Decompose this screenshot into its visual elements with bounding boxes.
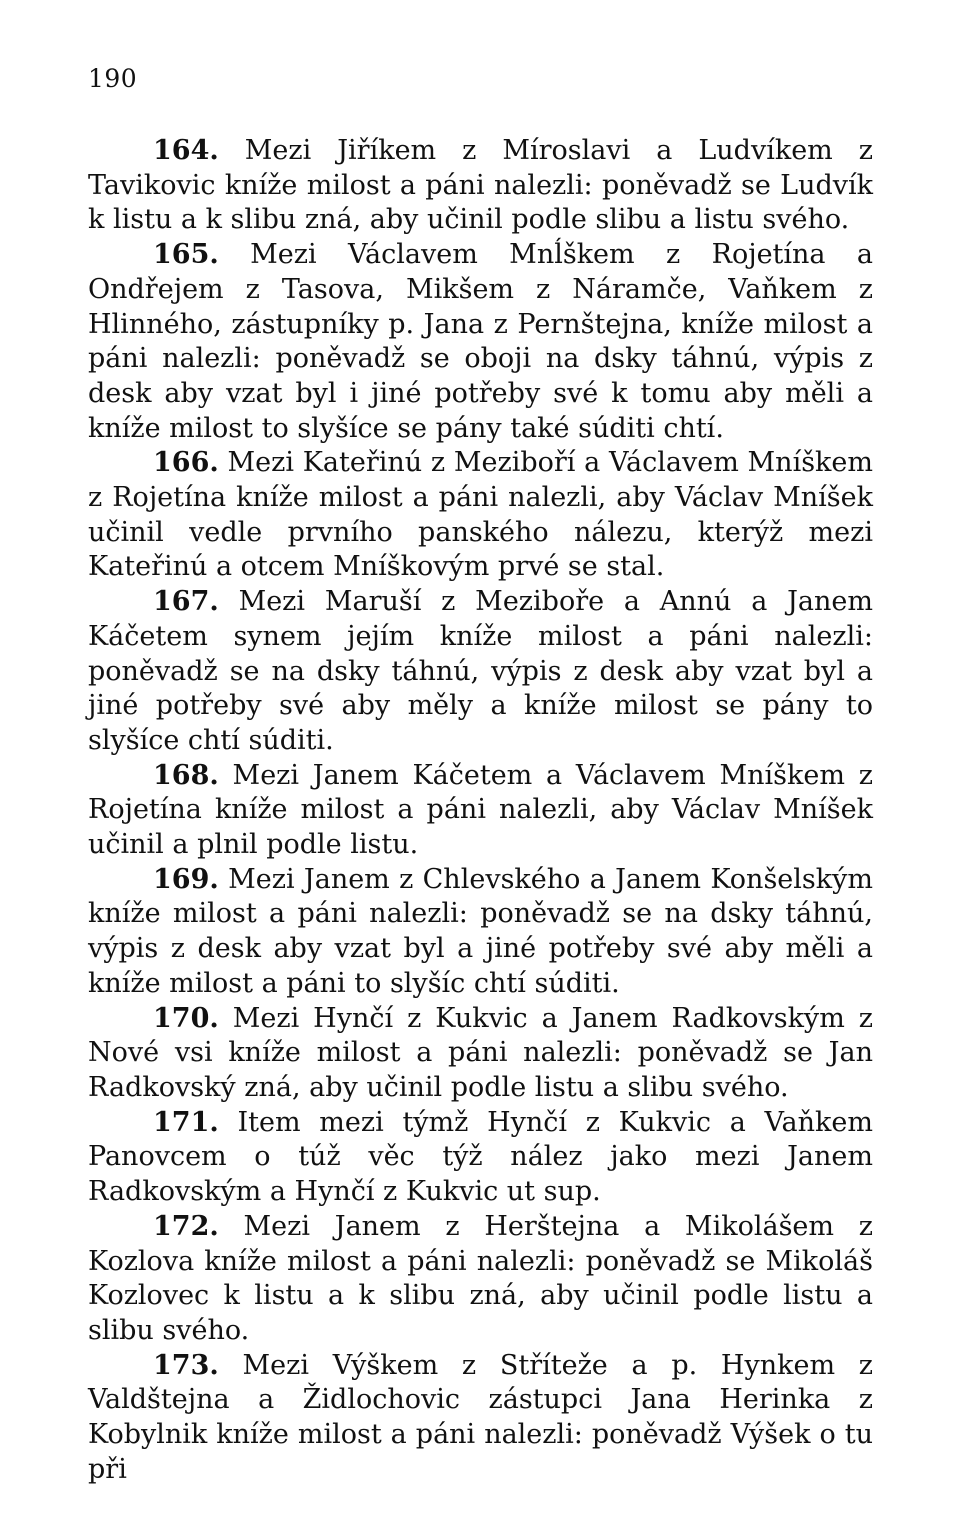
entry-number: 170.: [153, 1002, 219, 1034]
entry-text: Mezi Jiříkem z Míroslavi a Ludvíkem z Tavikovic kníže milost a páni nalezli: poněvadž se Ludvík k listu a k slibu zná, aby učinil podle slibu a listu svého.: [88, 135, 873, 236]
entry-text: Mezi Janem z Chlevského a Janem Konšelským kníže milost a páni nalezli: poněvadž se na dsky táhnú, výpis z desk aby vzat byl a jiné potřeby své aby měli a kníže milost a páni to slyšíc chtí súditi.: [88, 863, 873, 999]
entry-text: Mezi Janem z Herštejna a Mikolášem z Kozlova kníže milost a páni nalezli: poněvadž se Mikoláš Kozlovec k listu a k slibu zná, aby učinil podle listu a slibu svého.: [88, 1210, 873, 1346]
entry-number: 168.: [153, 759, 219, 791]
entry-number: 166.: [153, 447, 219, 479]
entry-text: Mezi Výškem z Stříteže a p. Hynkem z Valdštejna a Židlochovic zástupci Jana Herinka z Kobylnik kníže milost a páni nalezli: poněvadž Výšek o tu při: [88, 1349, 873, 1485]
entry-171: [88, 1106, 873, 1210]
entry-number: 167.: [153, 586, 219, 618]
entry-text: Mezi Hynčí z Kukvic a Janem Radkovským z Nové vsi kníže milost a páni nalezli: poněvadž se Jan Radkovský zná, aby učinil podle listu a slibu svého.: [88, 1002, 873, 1103]
entry-text: Mezi Janem Káčetem a Václavem Mníškem z Rojetína kníže milost a páni nalezli, aby Václav Mníšek učinil a plnil podle listu.: [88, 759, 873, 861]
page-number: 190: [88, 64, 138, 93]
entry-number: 169.: [153, 863, 219, 895]
entry-165: [88, 238, 873, 446]
entry-166: [88, 446, 873, 585]
entry-text: Mezi Maruší z Meziboře a Annú a Janem Káčetem synem jejím kníže milost a páni nalezli: poněvadž se na dsky táhnú, výpis z desk aby vzat byl a jiné potřeby své aby měly a kníže milost se pány to slyšíce chtí súditi.: [88, 586, 873, 756]
entry-number: 172.: [153, 1210, 219, 1242]
entry-text: Mezi Kateřinú z Meziboří a Václavem Mníškem z Rojetína kníže milost a páni nalezli, aby Václav Mníšek učinil vedle prvního panského nálezu, kterýž mezi Kateřinú a otcem Mníškovým prvé se stal.: [88, 447, 873, 583]
entry-168: [88, 759, 873, 863]
entry-text: Item mezi týmž Hynčí z Kukvic a Vaňkem Panovcem o túž věc týž nález jako mezi Janem Radkovským a Hynčí z Kukvic ut sup.: [88, 1106, 873, 1208]
entry-173: [88, 1349, 873, 1488]
entry-167: [88, 585, 873, 759]
entry-164: [88, 134, 873, 238]
entry-172: [88, 1210, 873, 1349]
entry-number: 165.: [153, 239, 219, 271]
entry-169: [88, 863, 873, 1002]
entry-number: 173.: [153, 1349, 219, 1381]
entry-number: 164.: [153, 135, 219, 166]
page-body: [88, 134, 873, 1487]
entry-text: Mezi Václavem Mnĺškem z Rojetína a Ondřejem z Tasova, Mikšem z Náramče, Vaňkem z Hlinného, zástupníky p. Jana z Pernštejna, kníže milost a páni nalezli: poněvadž se oboji na dsky táhnú, výpis z desk aby vzat byl i jiné potřeby své k tomu aby měli a kníže milost to slyšíce se pány také súditi chtí.: [88, 239, 873, 444]
entry-170: [88, 1002, 873, 1106]
entry-number: 171.: [153, 1106, 219, 1138]
